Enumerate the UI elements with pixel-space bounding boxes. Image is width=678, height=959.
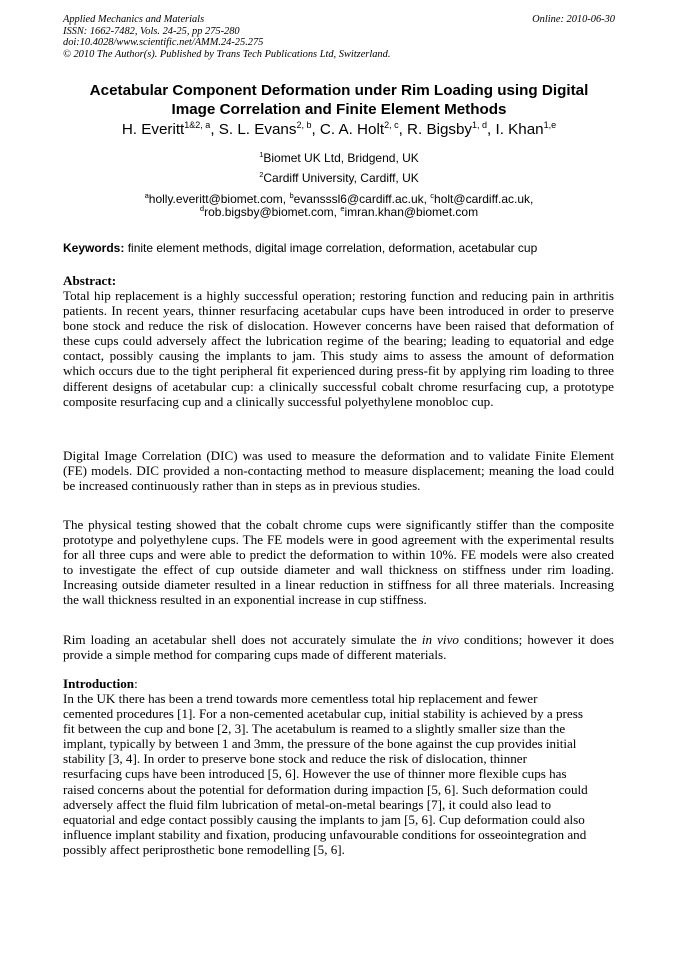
email-link[interactable]: holly.everitt@biomet.com, — [148, 192, 290, 206]
intro-line: resurfacing cups have been introduced [5, 6]. However the use of thinner more flexible cups has — [63, 766, 567, 782]
affiliation-2 — [60, 171, 618, 185]
author-separator: , — [398, 121, 408, 138]
copyright-line: © 2010 The Author(s). Published by Trans Tech Publications Ltd, Switzerland. — [63, 48, 391, 60]
intro-line: In the UK there has been a trend towards more cementless total hip replacement and fewer — [63, 691, 538, 706]
italic-term: in vivo — [421, 632, 459, 647]
intro-line: cemented procedures [1]. For a non-cemented acetabular cup, initial stability is achieved by a press — [63, 706, 583, 722]
author-superscript: 1&2, a — [184, 120, 211, 130]
title-line-1: Acetabular Component Deformation under Rim Loading using Digital — [89, 82, 589, 99]
doi-line: doi:10.4028/www.scientific.net/AMM.24-25.275 — [63, 37, 264, 49]
author-superscript: 2, c — [384, 120, 399, 130]
abstract-paragraph-3: The physical testing showed that the cobalt chrome cups were significantly stiffer than the composite prototype and polyethylene cups. The FE models were in good agreement with the experimental results for all three cups and were able to predict the deformation to within 10%. FE models were also created to investigate the effect of cup outside diameter and wall thickness on stiffness under rim loading. Increasing outside diameter resulted in a linear reduction in stiffness for all three materials. Increasing the wall thickness resulted in an exponential increase in cup stiffness. — [63, 517, 614, 608]
affiliation-1 — [60, 151, 618, 165]
email-line-2 — [60, 206, 618, 219]
author-separator: , — [311, 121, 320, 138]
author-name: H. Everitt — [121, 121, 185, 138]
email-link[interactable]: imran.khan@biomet.com — [344, 205, 479, 220]
keywords-label: Keywords: — [63, 241, 125, 255]
author-list — [60, 121, 618, 139]
affiliation-text: Cardiff University, Cardiff, UK — [263, 171, 419, 185]
introduction-heading — [63, 676, 138, 691]
introduction-paragraph — [63, 691, 623, 857]
affiliation-superscript: 2 — [259, 170, 264, 179]
author-name: I. Khan — [495, 121, 544, 138]
abstract-heading: Abstract: — [63, 273, 117, 288]
email-superscript: c — [430, 191, 435, 200]
paragraph-text: Rim loading an acetabular shell does not accurately simulate the — [63, 632, 422, 647]
introduction-heading-text: Introduction — [63, 676, 135, 691]
abstract-paragraph-2: Digital Image Correlation (DIC) was used to measure the deformation and to validate Finite Element (FE) models. DIC provided a non-contacting method to measure displacement; meaning the load could be increased continuously rather than in steps as in previous studies. — [63, 448, 614, 494]
title-line-2: Image Correlation and Finite Element Methods — [171, 100, 507, 118]
intro-line: raised concerns about the potential for deformation during impaction [5, 6]. Such deformation could — [63, 781, 588, 797]
author-superscript: 1,e — [543, 120, 557, 130]
online-date: Online: 2010-06-30 — [532, 14, 615, 25]
author — [407, 121, 495, 138]
keywords-text: finite element methods, digital image correlation, deformation, acetabular cup — [124, 241, 538, 255]
issn-line: ISSN: 1662-7482, Vols. 24-25, pp 275-280 — [63, 25, 240, 37]
intro-line: adversely affect the fluid film lubrication of metal-on-metal bearings [7], it could also lead to — [63, 796, 552, 812]
journal-header — [63, 14, 390, 60]
intro-line: fit between the cup and bone [2, 3]. The acetabulum is reamed to a slightly smaller size than the — [63, 721, 566, 737]
author-name: S. L. Evans — [218, 121, 297, 138]
intro-line: equatorial and edge contact possibly causing the implants to jam [5, 6]. Cup deformation could also — [63, 811, 585, 827]
paragraph-text: conditions; however it does provide a simple method for comparing cups made of different materials. — [63, 632, 614, 663]
author-name: C. A. Holt — [319, 121, 385, 138]
intro-line: stability [3, 4]. In order to preserve bone stock and reduce the risk of dislocation, thinner — [63, 751, 527, 767]
author — [219, 121, 320, 138]
affiliation-text: Biomet UK Ltd, Bridgend, UK — [263, 151, 419, 165]
author-separator: , — [487, 121, 496, 138]
author-separator: , — [210, 121, 219, 138]
email-link[interactable]: evansssl6@cardiff.ac.uk, — [293, 192, 431, 206]
email-superscript: b — [289, 191, 294, 200]
email-list — [60, 193, 618, 220]
intro-line: influence implant stability and fixation, producing unfavourable conditions for osseointegration and — [63, 826, 587, 842]
email-link[interactable]: holt@cardiff.ac.uk, — [434, 192, 534, 206]
author-superscript: 2, b — [296, 120, 312, 130]
email-superscript: a — [144, 191, 149, 200]
abstract-paragraph-4 — [63, 632, 614, 662]
author — [122, 121, 219, 138]
intro-line: possibly affect periprosthetic bone remodelling [5, 6]. — [63, 841, 345, 857]
email-superscript: e — [340, 204, 345, 214]
paper-title — [60, 82, 618, 119]
email-link[interactable]: rob.bigsby@biomet.com, — [204, 205, 341, 220]
journal-name: Applied Mechanics and Materials — [63, 14, 205, 25]
author-superscript: 1, d — [472, 120, 488, 130]
heading-colon: : — [134, 676, 138, 691]
author-name: R. Bigsby — [407, 121, 473, 138]
author — [320, 121, 407, 138]
affiliation-superscript: 1 — [259, 150, 264, 159]
intro-line: implant, typically by between 1 and 3mm, the pressure of the bone against the cup provides initial — [63, 736, 577, 752]
author — [496, 121, 557, 138]
keywords — [63, 241, 537, 255]
email-superscript: d — [199, 204, 205, 214]
abstract-paragraph-1: Total hip replacement is a highly successful operation; restoring function and reducing pain in arthritis patients. In recent years, thinner resurfacing acetabular cups have been introduced in order to preserve bone stock and reduce the risk of dislocation. However concerns have been raised that deformation of these cups could adversely affect the lubrication regime of the bearing; leading to equatorial and edge contact, possibly causing the implants to jam. This study aims to assess the amount of deformation which occurs due to the tight peripheral fit experienced during press-fit by applying rim loading to three different designs of acetabular cup: a clinically successful cobalt chrome resurfacing cup, a prototype composite resurfacing cup and a clinically successful polyethylene monobloc cup. — [63, 288, 614, 409]
